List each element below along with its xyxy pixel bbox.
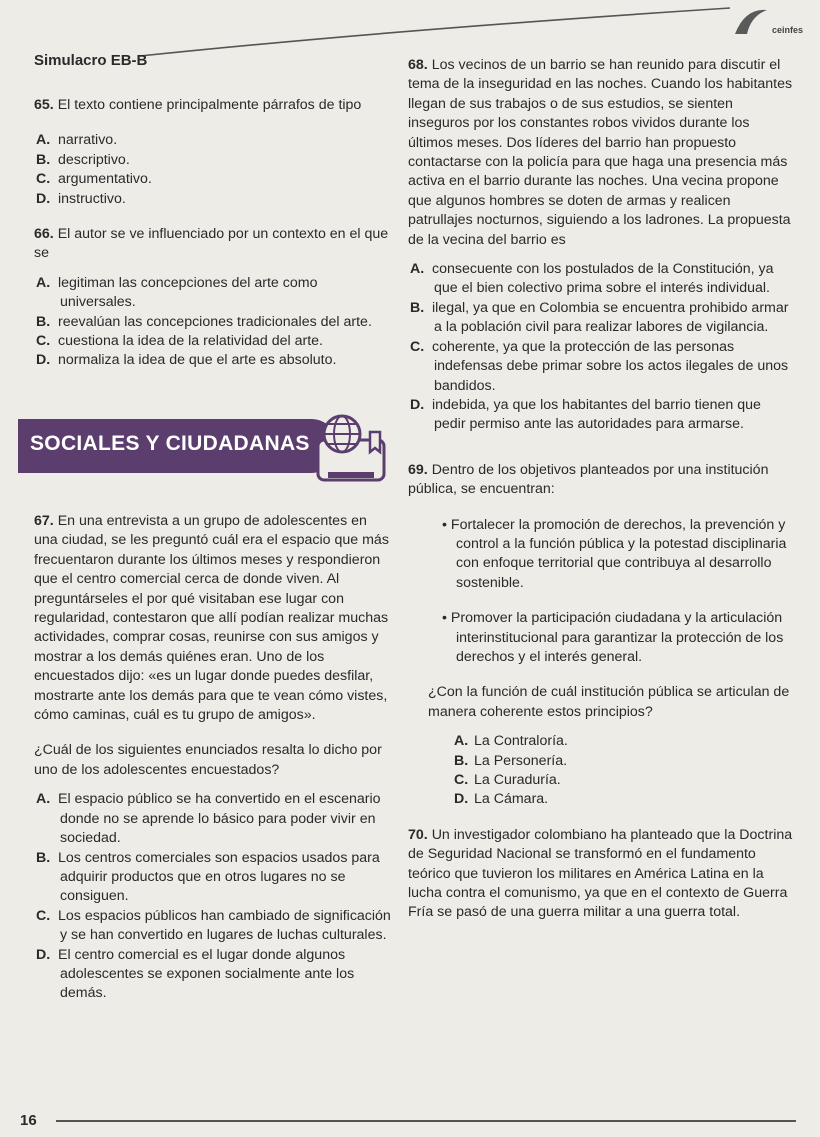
ceinfes-logo-icon — [725, 4, 785, 44]
option-66-b[interactable] — [34, 313, 394, 332]
option-text: cuestiona la idea de la relatividad del arte. — [58, 333, 324, 350]
option-67-a[interactable] — [34, 790, 394, 848]
option-letter: D. — [36, 190, 51, 207]
option-69-c[interactable] — [408, 771, 796, 790]
option-text: reevalúan las concepciones tradicionales del arte. — [58, 313, 372, 330]
logo-text: ceinfes — [772, 25, 804, 35]
option-text: La Cámara. — [474, 791, 549, 808]
option-letter: B. — [36, 151, 51, 168]
section-title: SOCIALES Y CIUDADANAS — [30, 432, 310, 455]
question-stem: En una entrevista a un grupo de adolescentes en una ciudad, se les preguntó cuál era el espacio que más frecuentaron durante los últimos meses y respondieron que el centro comercial cerca de donde viven. Al preguntárseles el por qué visitaban ese lugar con regularidad, contestaron que allí podían realizar muchas actividades, comprar cosas, reunirse con sus amigos y mostrar a los demás quiénes eran. Uno de los encuestados dijo: «es un lugar donde puedes desfilar, mostrarte ante los demás para que te vean cómo vistes, cómo caminas, cuál es tu grupo de amigos». — [34, 513, 389, 724]
header-rule — [140, 0, 740, 60]
option-68-b[interactable] — [408, 299, 796, 338]
question-stem: El texto contiene principalmente párrafos de tipo — [57, 97, 362, 113]
objective-item: • Fortalecer la promoción de derechos, la prevención y control a la función pública y la potestad disciplinaria con enfoque territorial que contribuya al desarrollo sostenible. — [442, 516, 787, 591]
option-text: ilegal, ya que en Colombia se encuentra prohibido armar a la población civil para realizar labores de vigilancia. — [432, 299, 789, 336]
exam-title: Simulacro EB-B — [34, 52, 148, 69]
question-stem: Un investigador colombiano ha planteado que la Doctrina de Seguridad Nacional se transformó en el fundamento teórico que tuvieron los militares en América Latina en la lucha contra el comunismo, ya que en el contexto de Guerra Fría se pasó de una guerra militar a una guerra total. — [408, 826, 793, 921]
option-letter: D. — [36, 352, 51, 369]
option-text: consecuente con los postulados de la Constitución, ya que el bien colectivo prima sobre el interés individual. — [432, 261, 774, 297]
question-number: 68. — [408, 57, 428, 73]
question-65 — [34, 96, 394, 115]
option-69-b[interactable] — [408, 752, 796, 771]
option-text: Los espacios públicos han cambiado de significación y se han convertido en lugares de luchas culturales. — [58, 907, 391, 944]
option-text: instructivo. — [58, 190, 126, 207]
option-67-d[interactable] — [34, 946, 394, 1004]
option-letter: C. — [410, 338, 425, 355]
question-number: 70. — [408, 826, 428, 843]
option-letter: D. — [454, 791, 469, 808]
option-67-c[interactable] — [34, 907, 394, 946]
option-text: La Contraloría. — [474, 733, 568, 750]
option-text: narrativo. — [58, 132, 118, 149]
question-69-prompt: ¿Con la función de cuál institución pública se articulan de manera coherente estos principios? — [428, 684, 790, 720]
option-letter: A. — [410, 261, 425, 278]
option-text: El espacio público se ha convertido en el escenario donde no se aprende lo básico para poder vivir en sociedad. — [58, 791, 381, 847]
question-number: 69. — [408, 461, 428, 478]
question-70 — [408, 826, 796, 923]
option-69-d[interactable] — [408, 790, 796, 809]
option-letter: D. — [410, 396, 425, 413]
option-text: legitiman las concepciones del arte como universales. — [58, 274, 318, 311]
option-text: La Personería. — [474, 752, 568, 769]
question-69 — [408, 461, 796, 500]
option-letter: A. — [454, 733, 469, 750]
option-letter: B. — [36, 313, 51, 330]
option-65-d[interactable] — [34, 190, 394, 209]
option-letter: C. — [36, 171, 51, 188]
globe-book-icon — [308, 412, 398, 484]
option-65-c[interactable] — [34, 170, 394, 189]
right-column — [408, 56, 796, 923]
option-68-a[interactable] — [408, 260, 796, 299]
option-65-b[interactable] — [34, 151, 394, 170]
option-letter: A. — [36, 791, 51, 808]
option-text: descriptivo. — [58, 151, 130, 168]
option-letter: B. — [454, 752, 469, 769]
option-67-b[interactable] — [34, 849, 394, 907]
option-68-c[interactable] — [408, 338, 796, 396]
option-text: normaliza la idea de que el arte es absoluto. — [58, 352, 337, 369]
option-text: argumentativo. — [58, 171, 152, 188]
section-banner — [18, 412, 396, 484]
question-stem: El autor se ve influenciado por un contexto en el que se — [34, 226, 389, 262]
page-number: 16 — [20, 1112, 37, 1129]
left-column-lower — [34, 512, 394, 1004]
question-number: 67. — [34, 513, 54, 529]
question-stem: Los vecinos de un barrio se han reunido para discutir el tema de la inseguridad en las noches. Cuando los habitantes llegan de sus trabajos o de sus estudios, se sienten inseguros por los constantes robos vividos durante los últimos meses. Dos líderes del barrio han propuesto contactarse con la policía para que haga una presencia más activa en el barrio durante las noches. Una vecina propone que algunos hombres se doten de armas y realicen patrullajes nocturnos, siguiendo a los ladrones. La propuesta de la vecina del barrio es — [408, 57, 793, 248]
question-67 — [34, 512, 394, 725]
option-66-d[interactable] — [34, 351, 394, 370]
option-letter: A. — [36, 274, 51, 291]
question-stem: Dentro de los objetivos planteados por una institución pública, se encuentran: — [408, 461, 769, 498]
option-letter: C. — [36, 333, 51, 350]
option-text: El centro comercial es el lugar donde algunos adolescentes se exponen socialmente ante los demás. — [58, 946, 355, 1002]
option-letter: A. — [36, 132, 51, 149]
option-letter: D. — [36, 946, 51, 963]
option-text: Los centros comerciales son espacios usados para adquirir productos que en otros lugares no se consiguen. — [58, 849, 380, 905]
objective-text: Fortalecer la promoción de derechos, la prevención y control a la función pública y la potestad disciplinaria con enfoque territorial que contribuya al desarrollo sostenible. — [450, 516, 787, 591]
option-text: coherente, ya que la protección de las personas indefensas debe primar sobre los actos ilegales de unos bandidos. — [432, 338, 789, 394]
question-number: 65. — [34, 97, 54, 113]
option-text: indebida, ya que los habitantes del barrio tienen que pedir permiso ante las autoridades para armarse. — [432, 396, 761, 433]
option-65-a[interactable] — [34, 131, 394, 150]
objective-text: Promover la participación ciudadana y la articulación interinstitucional para garantizar la protección de los derechos y el interés general. — [450, 610, 784, 665]
option-letter: C. — [36, 907, 51, 924]
question-67-prompt: ¿Cuál de los siguientes enunciados resalta lo dicho por uno de los adolescentes encuestados? — [34, 742, 382, 778]
option-letter: B. — [410, 299, 425, 316]
option-letter: B. — [36, 849, 51, 866]
question-66 — [34, 225, 394, 264]
footer-rule — [56, 1120, 796, 1122]
option-66-a[interactable] — [34, 274, 394, 313]
question-number: 66. — [34, 226, 54, 243]
option-text: La Curaduría. — [474, 772, 561, 788]
option-68-d[interactable] — [408, 396, 796, 435]
option-letter: C. — [454, 772, 469, 788]
option-66-c[interactable] — [34, 332, 394, 351]
objective-item: • Promover la participación ciudadana y la articulación interinstitucional para garantizar la protección de los derechos y el interés general. — [442, 610, 784, 665]
option-69-a[interactable] — [408, 732, 796, 751]
left-column — [34, 96, 394, 371]
question-68 — [408, 56, 796, 250]
